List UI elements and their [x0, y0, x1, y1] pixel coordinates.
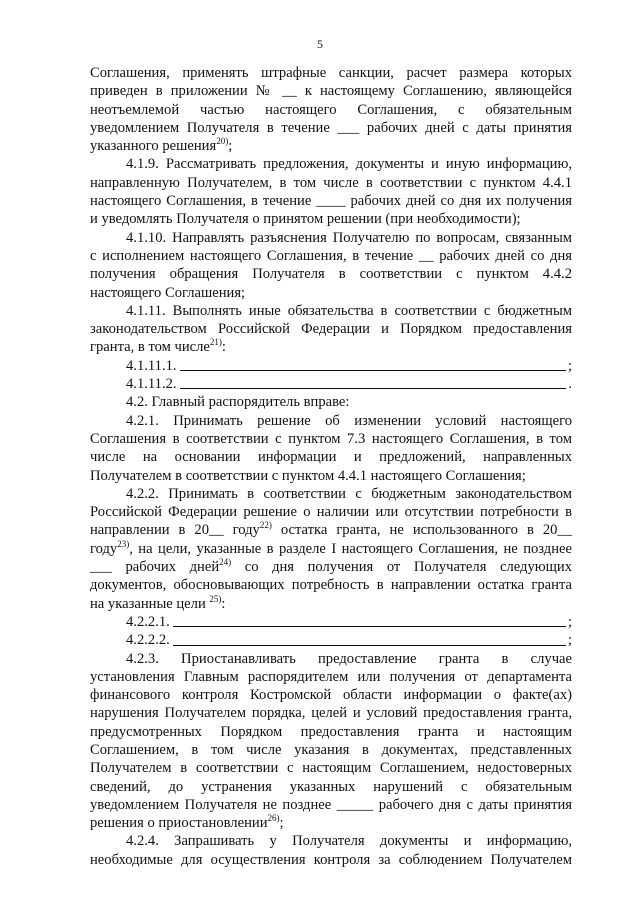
line-text: 4.1.10. Направлять разъяснения Получателю по вопросам, связанным [126, 229, 572, 246]
page-number: 5 [317, 37, 323, 51]
text-line [90, 650, 572, 668]
text-line [90, 558, 572, 576]
line-text: 4.2.2.2. [126, 632, 170, 649]
line-text: направленную Получателем, в том числе в соответствии с пунктом 4.4.1 [90, 174, 572, 191]
line-text: документов, обосновывающих потребность в направлении остатка гранта [90, 577, 572, 594]
blank-fill-line [173, 644, 566, 646]
footnote-ref: 20) [216, 136, 229, 147]
text-line [90, 668, 572, 686]
text-line [90, 595, 572, 613]
line-text: 4.2.4. Запрашивать у Получателя документы и информацию, [126, 833, 572, 850]
line-text: указанного решения [90, 138, 217, 155]
line-text: и уведомлять Получателя о принятом решении (при необходимости); [90, 211, 521, 228]
line-text: приведен в приложении № __ к настоящему Соглашению, являющейся [90, 83, 572, 100]
text-line [90, 485, 572, 503]
line-text: настоящего Соглашения; [90, 284, 246, 301]
text-line [90, 448, 572, 466]
text-line [90, 64, 572, 82]
text-line [90, 155, 572, 173]
line-text: нарушения Получателем порядка, целей и условий предоставления гранта, [90, 705, 572, 722]
line-text: Российской Федерации решение о наличии или отсутствии потребности в [90, 504, 572, 521]
text-line [90, 284, 572, 302]
line-text: 4.1.11.2. [126, 376, 177, 393]
text-line [90, 796, 572, 814]
line-end: ; [567, 613, 572, 630]
line-text: установления Главным распорядителем или получения от департамента [90, 668, 572, 685]
text-line [90, 686, 572, 704]
text-line [90, 119, 572, 137]
text-line [90, 832, 572, 850]
line-text: неотъемлемой частью настоящего Соглашения, с обязательным [90, 101, 572, 118]
line-text-after: остатка гранта, не использованного в 20__ [271, 522, 573, 539]
text-line [90, 247, 572, 265]
text-line [90, 759, 572, 777]
text-line [90, 101, 572, 119]
blank-fill-line [180, 369, 566, 371]
text-line [90, 741, 572, 759]
line-text-after: со дня получения от Получателя следующих [231, 559, 572, 576]
text-line [90, 412, 572, 430]
line-text: предусмотренных Порядком предоставления гранта и настоящим [90, 723, 572, 740]
blank-fill-line [173, 625, 566, 627]
text-line [90, 723, 572, 741]
footnote-ref: 25) [209, 593, 222, 604]
line-text: направлении в 20__ году [90, 522, 260, 539]
footnote-ref: 26) [267, 813, 280, 824]
line-text: Получателем в соответствии с настоящим Соглашением, недостоверных [90, 760, 572, 777]
footnote-ref: 24) [219, 557, 232, 568]
line-text: уведомлением Получателя не позднее _____ рабочего дня с даты принятия [90, 796, 572, 813]
line-text: законодательством Российской Федерации и Порядком предоставления [90, 321, 572, 338]
line-text: 4.2.2. Принимать в соответствии с бюджетным законодательством [126, 485, 572, 502]
line-text-after: , на цели, указанные в разделе I настоящего Соглашения, не позднее [129, 540, 572, 557]
text-line [90, 82, 572, 100]
line-text-after: : [221, 595, 226, 612]
text-line [90, 814, 572, 832]
line-text: финансового контроля Костромской области информации о факте(ах) [90, 687, 572, 704]
line-text: 4.2.3. Приостанавливать предоставление гранта в случае [126, 650, 572, 667]
line-text: Соглашением, в том числе указания в документах, представленных [90, 741, 572, 758]
line-text: 4.2. Главный распорядитель вправе: [126, 394, 350, 411]
fill-line [90, 375, 572, 393]
line-text: 4.1.11. Выполнять иные обязательства в соответствии с бюджетным [126, 302, 572, 319]
text-line [90, 210, 572, 228]
line-text: Получателем в соответствии с пунктом 4.4.1 настоящего Соглашения; [90, 467, 526, 484]
line-text: решения о приостановлении [90, 815, 268, 832]
line-text: 4.1.11.1. [126, 357, 177, 374]
text-line [90, 851, 572, 869]
text-line [90, 393, 572, 411]
line-text: Соглашения, применять штрафные санкции, расчет размера которых [90, 65, 572, 81]
text-line [90, 265, 572, 283]
document-body [90, 64, 572, 869]
text-line [90, 137, 572, 155]
line-end: ; [567, 632, 572, 649]
line-text: 4.1.9. Рассматривать предложения, документы и иную информацию, [126, 156, 572, 173]
blank-fill-line [180, 387, 567, 389]
footnote-ref: 23) [117, 538, 130, 549]
line-text: с исполнением настоящего Соглашения, в течение __ рабочих дней со дня [90, 247, 572, 264]
line-end: . [568, 376, 572, 393]
line-text: гранта, в том числе [90, 339, 210, 356]
text-line [90, 430, 572, 448]
line-text: получения обращения Получателя в соответствии с пунктом 4.4.2 [90, 266, 572, 283]
line-text: году [90, 540, 118, 557]
line-text: 4.2.1. Принимать решение об изменении условий настоящего [126, 412, 572, 429]
line-text-after: ; [228, 138, 233, 155]
line-text: необходимые для осуществления контроля за соблюдением Получателем [90, 851, 572, 868]
footnote-ref: 22) [259, 520, 272, 531]
fill-line [90, 613, 572, 631]
text-line [90, 467, 572, 485]
text-line [90, 302, 572, 320]
text-line [90, 174, 572, 192]
fill-line [90, 357, 572, 375]
fill-line [90, 631, 572, 649]
text-line [90, 229, 572, 247]
line-text: Соглашения в соответствии с пунктом 7.3 настоящего Соглашения, в том [90, 430, 572, 447]
line-text: ___ рабочих дней [90, 559, 220, 576]
text-line [90, 503, 572, 521]
text-line [90, 521, 572, 539]
text-line [90, 320, 572, 338]
footnote-ref: 21) [209, 337, 222, 348]
line-text: уведомлением Получателя в течение ___ рабочих дней с даты принятия [90, 119, 572, 136]
line-text-after: ; [279, 815, 284, 832]
line-text: сведений, до устранения указанных нарушений с обязательным [90, 778, 572, 795]
line-text: настоящего Соглашения, в течение ____ рабочих дней со дня их получения [90, 193, 572, 210]
text-line [90, 576, 572, 594]
text-line [90, 540, 572, 558]
text-line [90, 778, 572, 796]
line-text: числе на основании информации и предложений, направленных [90, 449, 572, 466]
text-line [90, 338, 572, 356]
line-text: на указанные цели [90, 595, 210, 612]
line-end: ; [567, 357, 572, 374]
text-line [90, 192, 572, 210]
text-line [90, 704, 572, 722]
line-text: 4.2.2.1. [126, 613, 170, 630]
line-text-after: : [221, 339, 226, 356]
